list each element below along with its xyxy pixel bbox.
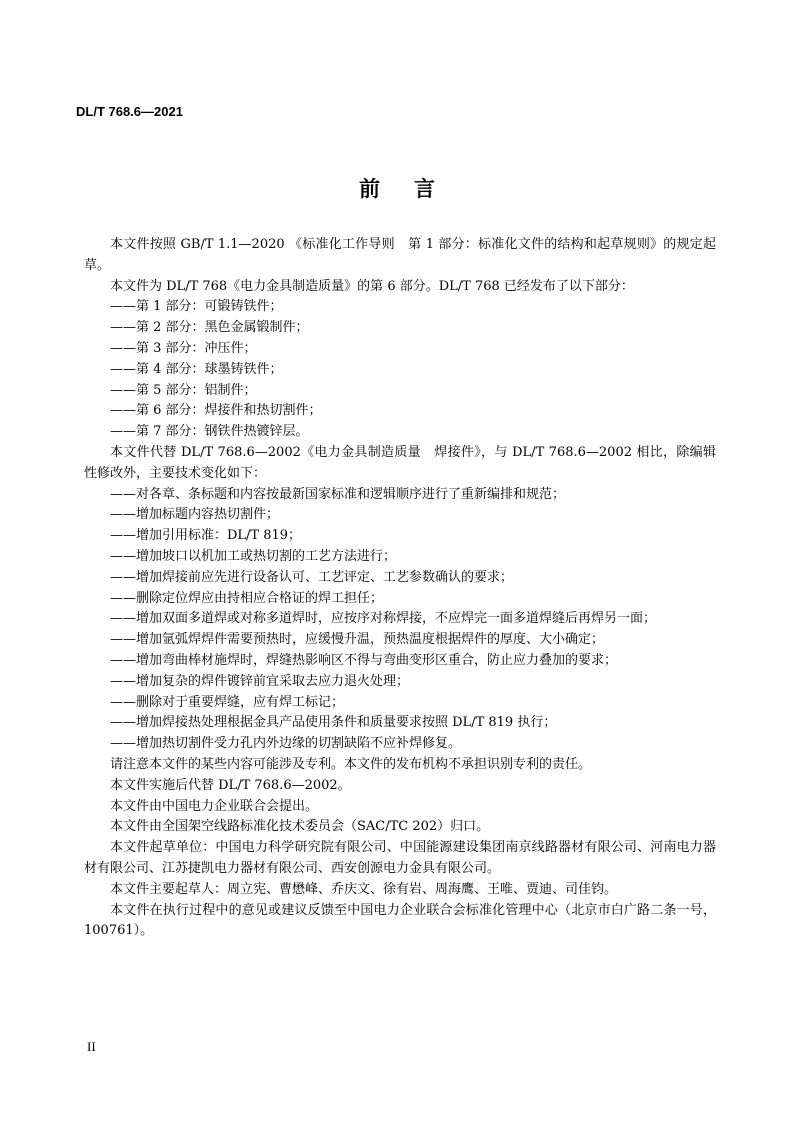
list-item: ——增加标题内容热切割件； <box>110 507 280 523</box>
list-item: ——增加弯曲棒材施焊时，焊缝热影响区不得与弯曲变形区重合，防止应力叠加的要求； <box>110 652 618 668</box>
list-item: ——增加氩弧焊焊件需要预热时，应缓慢升温，预热温度根据焊件的厚度、大小确定； <box>110 632 605 648</box>
paragraph: 本文件主要起草人：周立宪、曹懋峰、乔庆文、徐有岩、周海鹰、王唯、贾迪、司佳钧。 <box>110 881 618 897</box>
paragraph: 本文件由全国架空线路标准化技术委员会（SAC/TC 202）归口。 <box>110 819 490 835</box>
page-number: II <box>87 1039 96 1054</box>
list-item: ——增加复杂的焊件镀锌前宜采取去应力退火处理； <box>110 673 410 689</box>
paragraph: 本文件在执行过程中的意见或建议反馈至中国电力企业联合会标准化管理中心（北京市白广路二条一号，100761）。 <box>84 902 716 939</box>
page-title: 前言 <box>359 177 469 201</box>
paragraph: 本文件按照 GB/T 1.1—2020 《标准化工作导则 第 1 部分：标准化文件的结构和起草规则》的规定起草。 <box>84 237 716 273</box>
paragraph: 请注意本文件的某些内容可能涉及专利。本文件的发布机构不承担识别专利的责任。 <box>110 756 592 772</box>
list-item: ——第 1 部分：可锻铸铁件； <box>110 299 283 315</box>
list-item: ——增加双面多道焊或对称多道焊时，应按序对称焊接，不应焊完一面多道焊缝后再焊另一面； <box>110 611 657 627</box>
list-item: ——增加热切割件受力孔内外边缘的切割缺陷不应补焊修复。 <box>110 736 462 752</box>
list-item: ——第 6 部分：焊接件和热切割件； <box>110 403 322 419</box>
list-item: ——第 4 部分：球墨铸铁件； <box>110 361 283 377</box>
list-item: ——删除定位焊应由持相应合格证的焊工担任； <box>110 590 384 606</box>
paragraph: 本文件为 DL/T 768《电力金具制造质量》的第 6 部分。DL/T 768 已经发布了以下部分： <box>110 278 634 294</box>
list-item: ——增加引用标准：DL/T 819； <box>110 528 302 544</box>
list-item: ——删除对于重要焊缝，应有焊工标记； <box>110 694 345 710</box>
paragraph: 本文件由中国电力企业联合会提出。 <box>110 798 319 814</box>
paragraph: 本文件起草单位：中国电力科学研究院有限公司、中国能源建设集团南京线路器材有限公司、河南电力器材有限公司、江苏捷凯电力器材有限公司、西安创源电力金具有限公司。 <box>84 840 716 876</box>
list-item: ——增加焊接前应先进行设备认可、工艺评定、工艺参数确认的要求； <box>110 569 514 585</box>
list-item: ——第 3 部分：冲压件； <box>110 340 257 356</box>
list-item: ——对各章、条标题和内容按最新国家标准和逻辑顺序进行了重新编排和规范； <box>110 486 566 502</box>
foreword-body <box>84 235 716 942</box>
document-code: DL/T 768.6—2021 <box>76 104 183 119</box>
paragraph: 本文件代替 DL/T 768.6—2002《电力金具制造质量 焊接件》，与 DL/T 768.6—2002 相比，除编辑性修改外，主要技术变化如下： <box>84 444 716 481</box>
list-item: ——增加焊接热处理根据金具产品使用条件和质量要求按照 DL/T 819 执行； <box>110 715 557 731</box>
list-item: ——第 7 部分：钢铁件热镀锌层。 <box>110 424 309 440</box>
paragraph: 本文件实施后代替 DL/T 768.6—2002。 <box>110 777 351 793</box>
list-item: ——第 2 部分：黑色金属锻制件； <box>110 320 309 336</box>
list-item: ——增加坡口以机加工或热切割的工艺方法进行； <box>110 548 397 564</box>
list-item: ——第 5 部分：铝制件； <box>110 382 257 398</box>
